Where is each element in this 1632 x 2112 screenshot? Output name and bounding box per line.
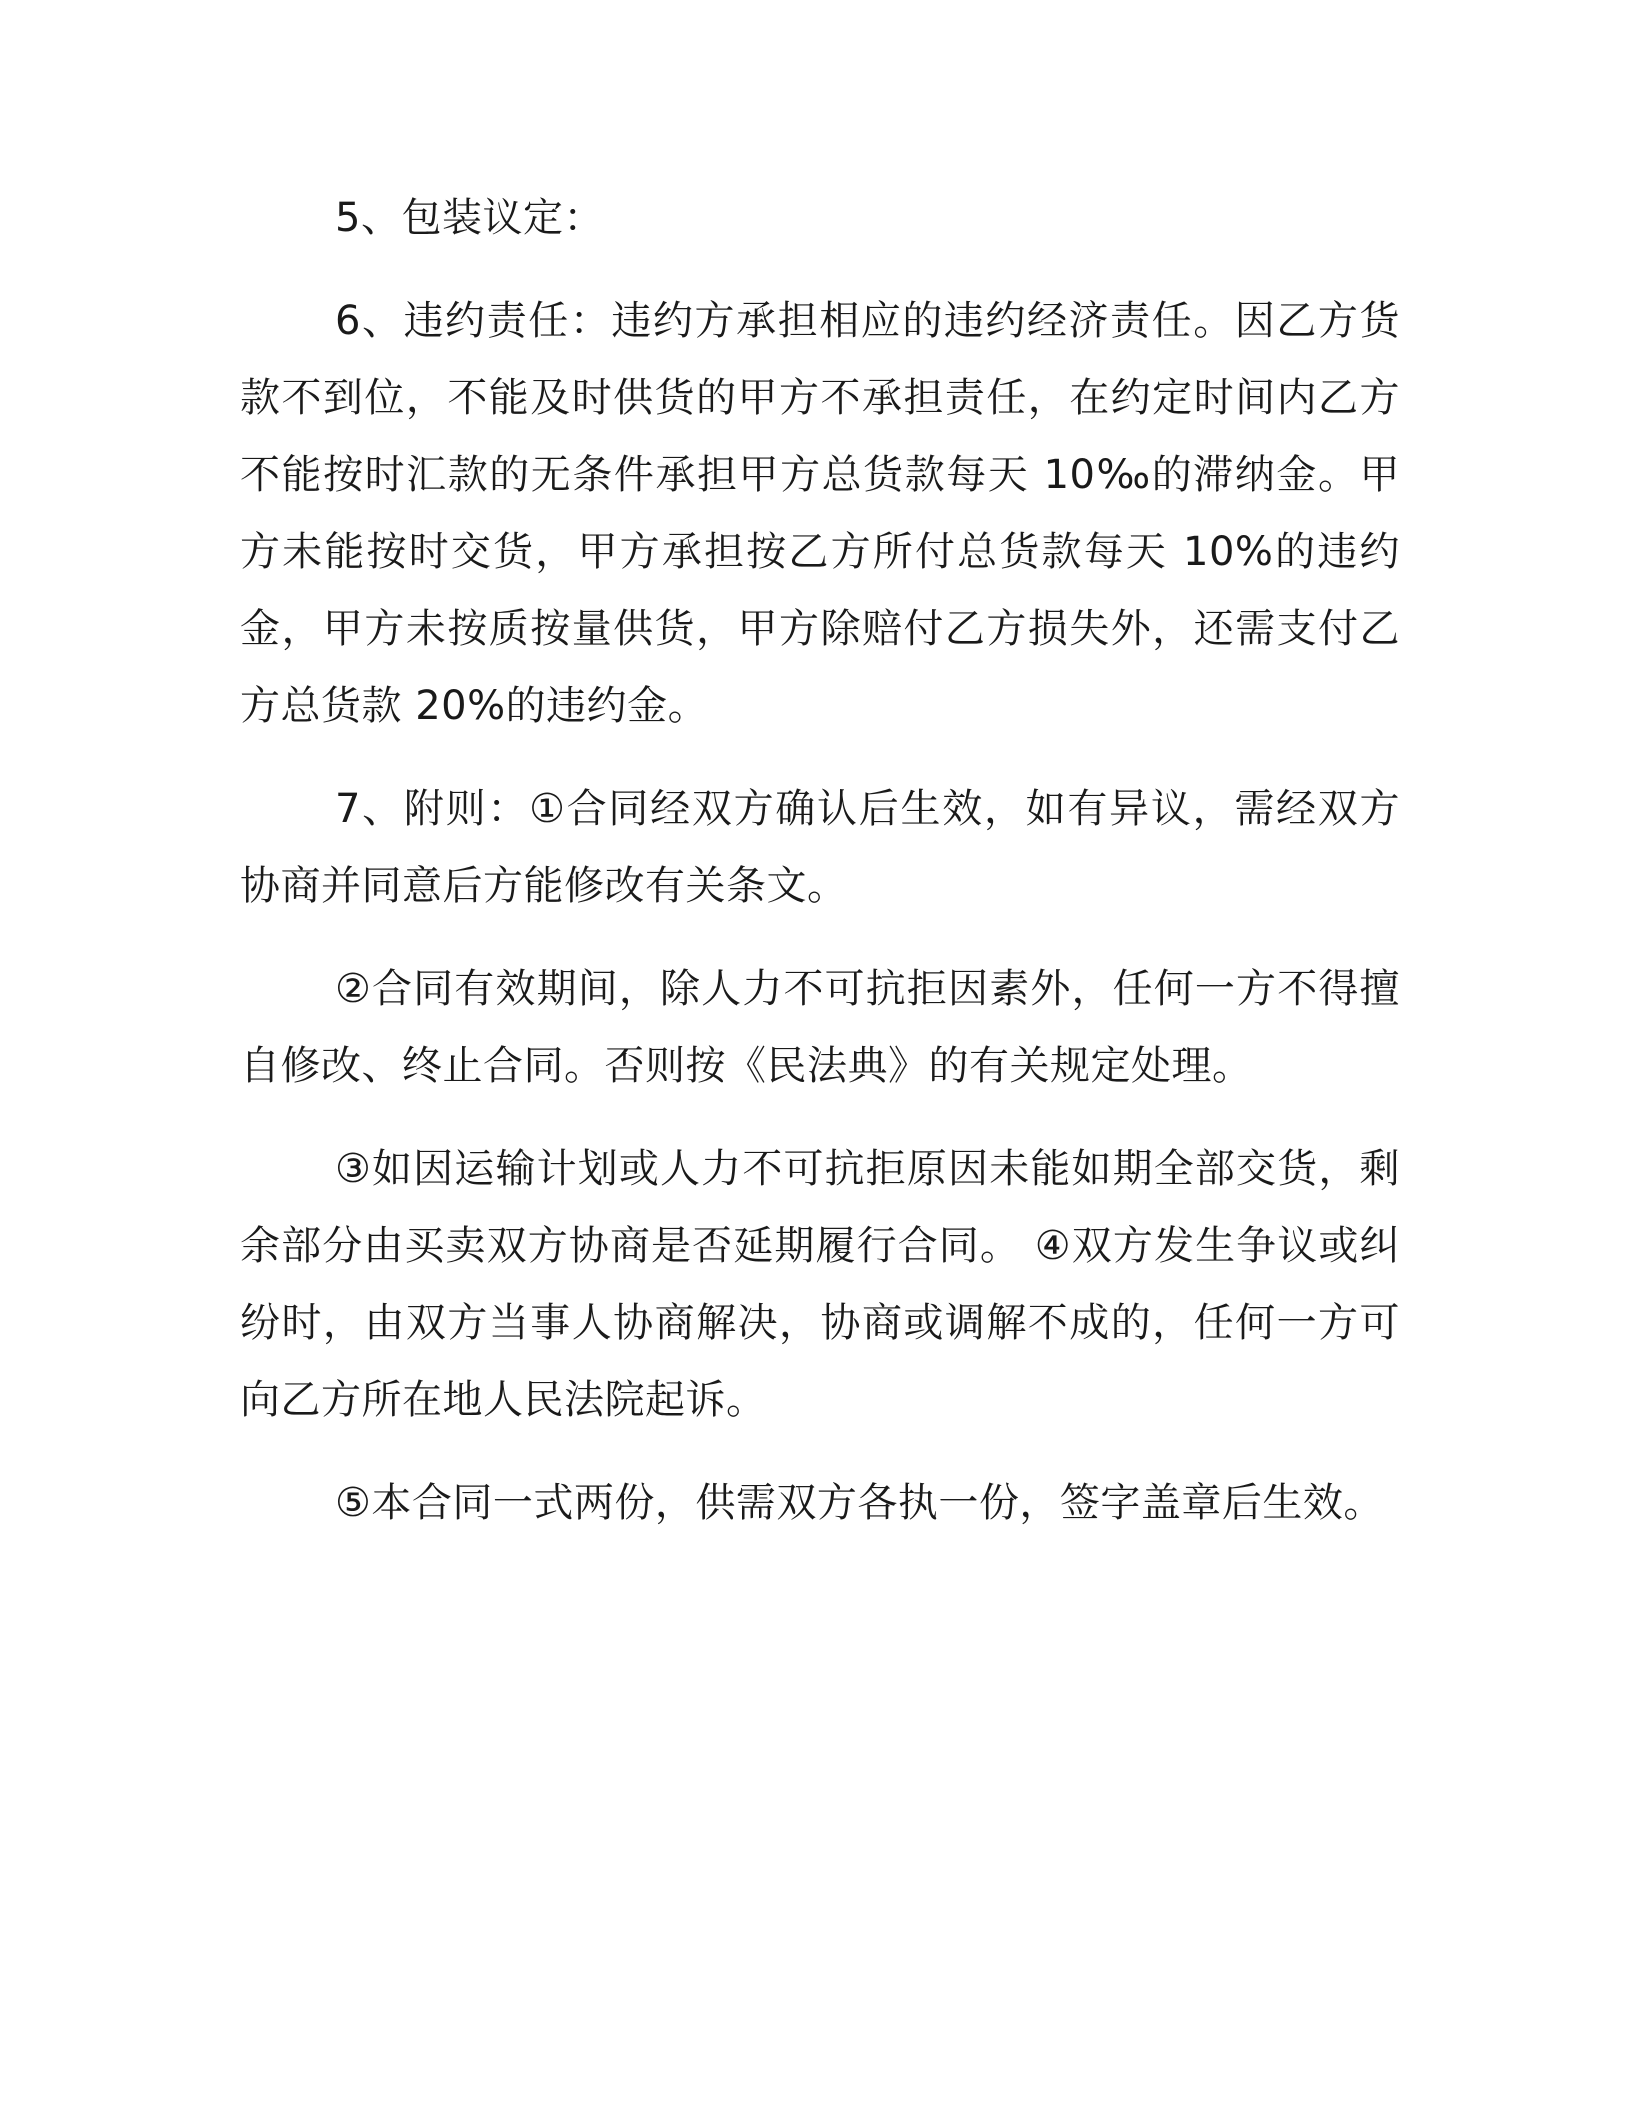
clause-7-item-3-4: ③如因运输计划或人力不可抗拒原因未能如期全部交货，剩余部分由买卖双方协商是否延期履行合同。 ④双方发生争议或纠纷时，由双方当事人协商解决，协商或调解不成的，任何一方可向乙方所在地人民法院起诉。 (240, 1146, 1400, 1423)
document-body (240, 180, 1400, 1568)
clause-7-item-2: ②合同有效期间，除人力不可抗拒因素外，任何一方不得擅自修改、终止合同。否则按《民法典》的有关规定处理。 (240, 966, 1400, 1089)
clause-5-packaging: 5、包装议定： (335, 195, 604, 241)
clause-7-supplementary: 7、附则：①合同经双方确认后生效，如有异议，需经双方协商并同意后方能修改有关条文。 (240, 786, 1400, 909)
clause-7-item-5: ⑤本合同一式两份，供需双方各执一份，签字盖章后生效。 (335, 1480, 1384, 1526)
clause-6-liability: 6、违约责任：违约方承担相应的违约经济责任。因乙方货款不到位，不能及时供货的甲方不承担责任，在约定时间内乙方不能按时汇款的无条件承担甲方总货款每天 10‰的滞纳金。甲方未能按时交货，甲方承担按乙方所付总货款每天 10%的违约金，甲方未按质按量供货，甲方除赔付乙方损失外，还需支付乙方总货款 20%的违约金。 (240, 298, 1400, 729)
